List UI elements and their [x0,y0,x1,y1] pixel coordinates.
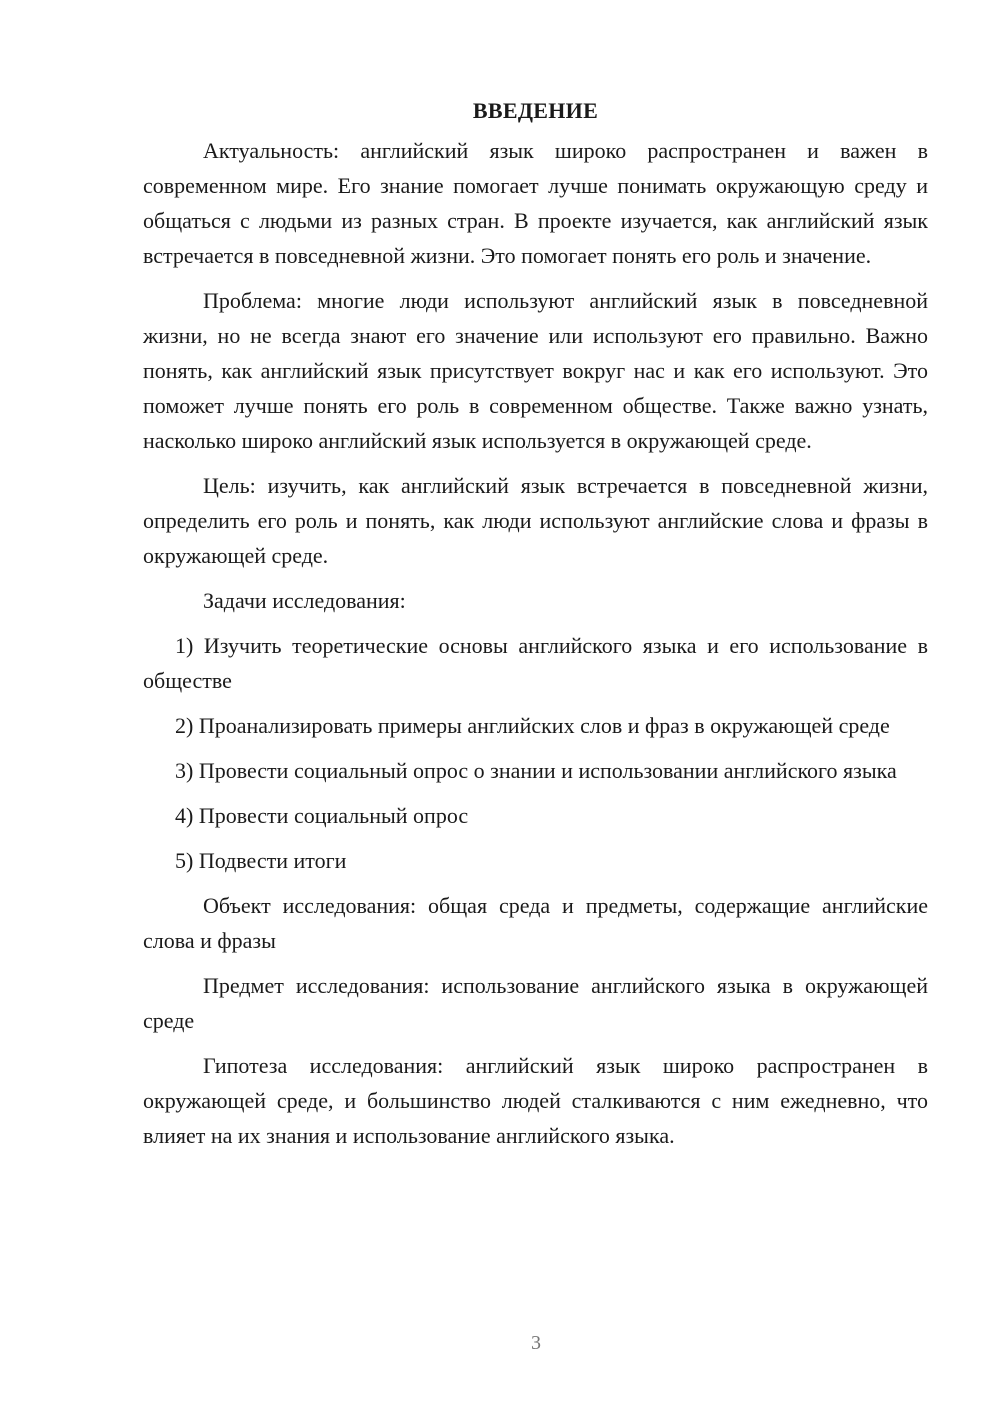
page-number: 3 [531,1332,541,1354]
subject-paragraph: Предмет исследования: использование английского языка в окружающей среде [143,973,928,1033]
hypothesis-paragraph: Гипотеза исследования: английский язык широко распространен в окружающей среде, и большинство людей сталкиваются с ним ежедневно, что влияет на их знания и использование английского языка. [143,1053,928,1148]
page-content [143,95,928,1163]
problem-paragraph: Проблема: многие люди используют английский язык в повседневной жизни, но не всегда знают его значение или используют его правильно. Важно понять, как английский язык присутствует вокруг нас и как его используют. Это поможет лучше понять его роль в современном обществе. Также важно узнать, насколько широко английский язык используется в окружающей среде. [143,288,928,453]
goal-paragraph: Цель: изучить, как английский язык встречается в повседневной жизни, определить его роль и понять, как люди используют английские слова и фразы в окружающей среде. [143,473,928,568]
tasks-heading: Задачи исследования: [203,588,406,613]
relevance-paragraph: Актуальность: английский язык широко распространен и важен в современном мире. Его знание помогает лучше понимать окружающую среду и общаться с людьми из разных стран. В проекте изучается, как английский язык встречается в повседневной жизни. Это помогает понять его роль и значение. [143,138,928,268]
task-item-1: 1) Изучить теоретические основы английского языка и его использование в обществе [143,633,928,693]
task-item-3: 3) Провести социальный опрос о знании и использовании английского языка [175,758,897,783]
task-item-4: 4) Провести социальный опрос [175,803,469,828]
task-item-2: 2) Проанализировать примеры английских слов и фраз в окружающей среде [175,713,890,738]
section-title: ВВЕДЕНИЕ [472,98,599,123]
task-item-5: 5) Подвести итоги [175,848,347,873]
object-paragraph: Объект исследования: общая среда и предметы, содержащие английские слова и фразы [143,893,928,953]
